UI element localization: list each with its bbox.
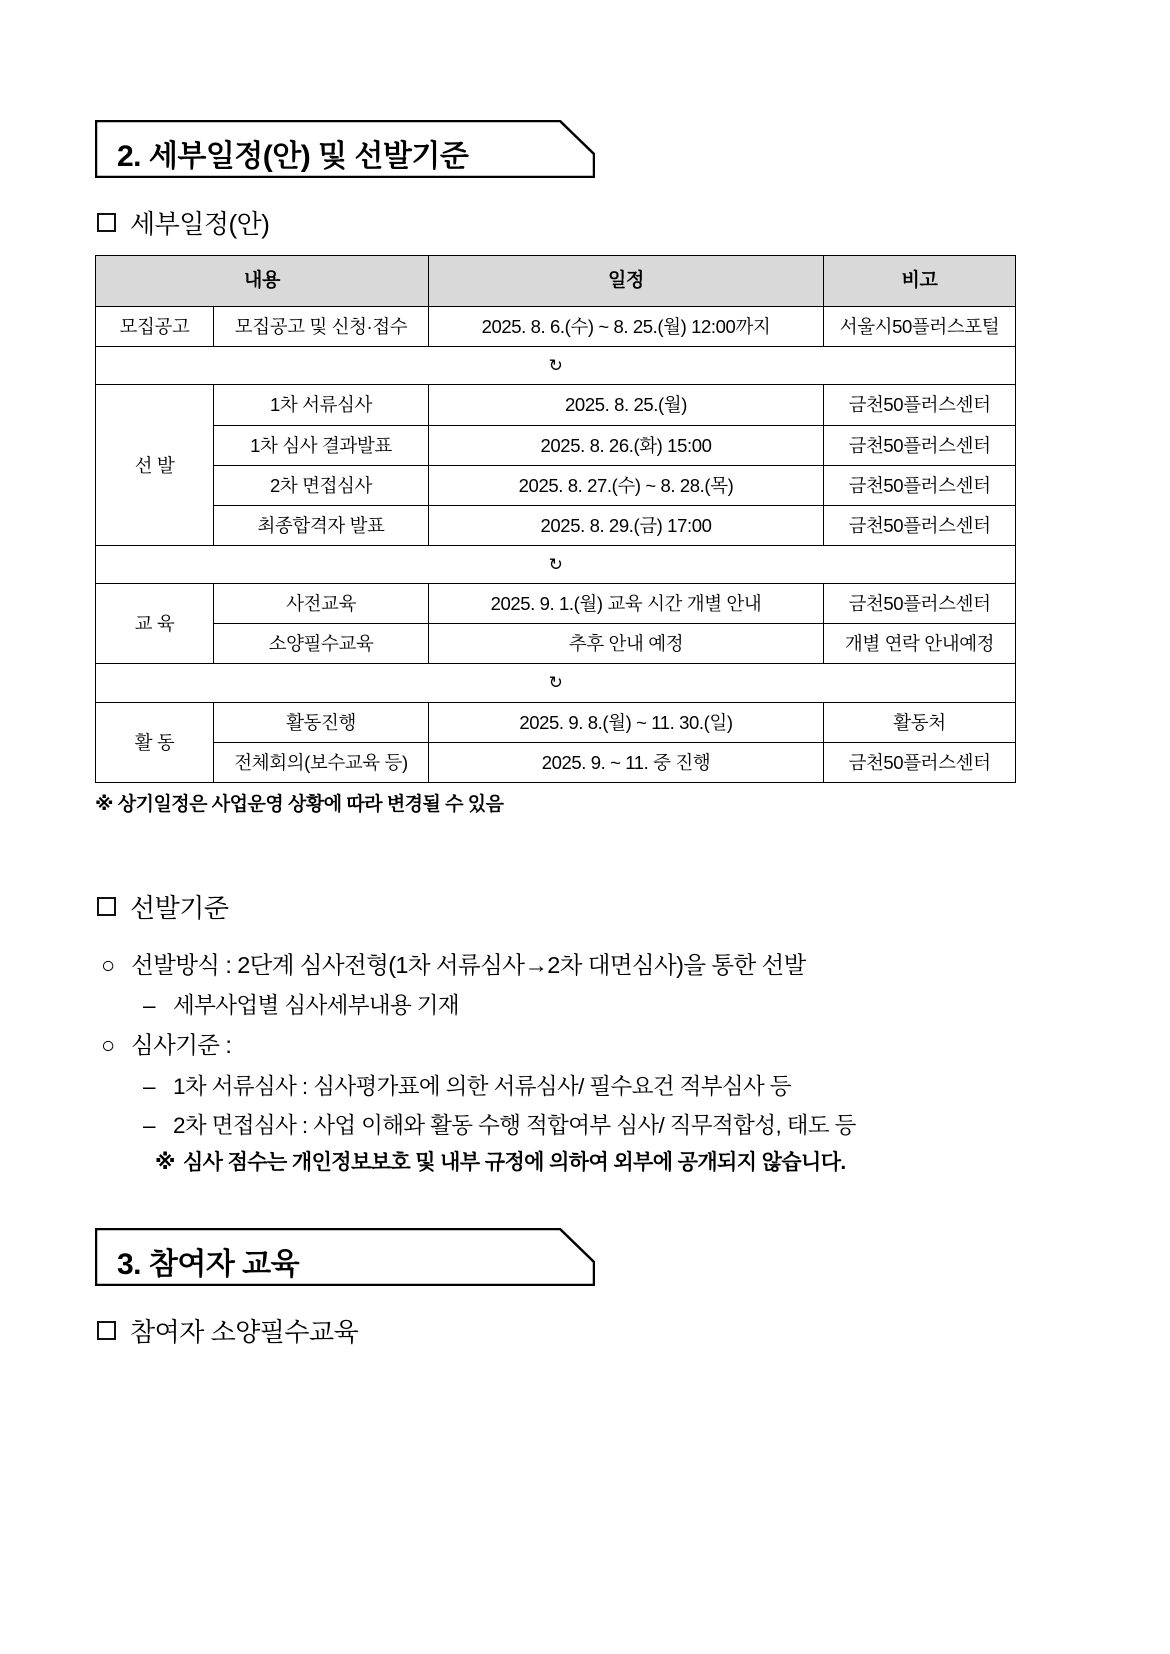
cell-date: 2025. 9. ~ 11. 중 진행 bbox=[429, 742, 824, 782]
table-row bbox=[96, 584, 1016, 624]
cell-remark: 금천50플러스센터 bbox=[824, 385, 1016, 425]
table-row bbox=[96, 505, 1016, 545]
cell-item: 사전교육 bbox=[214, 584, 429, 624]
cell-item: 1차 심사 결과발표 bbox=[214, 425, 429, 465]
cell-item: 전체회의(보수교육 등) bbox=[214, 742, 429, 782]
cell-remark: 금천50플러스센터 bbox=[824, 742, 1016, 782]
list-item bbox=[101, 1025, 1015, 1066]
cell-category: 교 육 bbox=[96, 584, 214, 664]
header-cell-schedule: 일정 bbox=[429, 256, 824, 307]
cell-remark: 금천50플러스센터 bbox=[824, 465, 1016, 505]
section-2-banner bbox=[95, 120, 595, 178]
cell-category: 활 동 bbox=[96, 702, 214, 782]
dash-bullet-icon: – bbox=[143, 1073, 155, 1099]
section-3-title: 3. 참여자 교육 bbox=[117, 1248, 300, 1281]
reference-mark-icon: ※ bbox=[155, 1151, 175, 1175]
section-2-title: 2. 세부일정(안) 및 선발기준 bbox=[117, 140, 469, 173]
cell-remark: 개별 연락 안내예정 bbox=[824, 624, 1016, 664]
table-row bbox=[96, 425, 1016, 465]
table-header-row bbox=[96, 256, 1016, 307]
schedule-table bbox=[95, 255, 1016, 783]
table-row bbox=[96, 624, 1016, 664]
cell-date: 2025. 8. 25.(월) bbox=[429, 385, 824, 425]
table-footnote: ※ 상기일정은 사업운영 상황에 따라 변경될 수 있음 bbox=[95, 793, 504, 815]
list-item bbox=[155, 1145, 1015, 1182]
list-item-text: 선발방식 : 2단계 심사전형(1차 서류심사→2차 대면심사)을 통한 선발 bbox=[131, 951, 806, 978]
dash-bullet-icon: – bbox=[143, 993, 155, 1018]
cell-date: 2025. 8. 27.(수) ~ 8. 28.(목) bbox=[429, 465, 824, 505]
subheading-schedule bbox=[97, 204, 1015, 241]
section-3-banner bbox=[95, 1228, 595, 1286]
list-item bbox=[143, 986, 1015, 1025]
cell-date: 추후 안내 예정 bbox=[429, 624, 824, 664]
table-row bbox=[96, 385, 1016, 425]
cell-item: 소양필수교육 bbox=[214, 624, 429, 664]
header-cell-remark: 비고 bbox=[824, 256, 1016, 307]
list-item-text: 심사기준 : bbox=[131, 1032, 232, 1059]
table-row bbox=[96, 742, 1016, 782]
circle-bullet-icon: ○ bbox=[101, 951, 115, 978]
cell-category: 선 발 bbox=[96, 385, 214, 546]
table-row bbox=[96, 702, 1016, 742]
table-row bbox=[96, 307, 1016, 347]
down-arrow-icon: ↻ bbox=[96, 545, 1016, 583]
cell-item: 최종합격자 발표 bbox=[214, 505, 429, 545]
circle-bullet-icon: ○ bbox=[101, 1032, 115, 1059]
table-arrow-row bbox=[96, 347, 1016, 385]
cell-date: 2025. 8. 29.(금) 17:00 bbox=[429, 505, 824, 545]
cell-remark: 금천50플러스센터 bbox=[824, 425, 1016, 465]
subheading-criteria-label: 선발기준 bbox=[130, 892, 229, 923]
list-item bbox=[143, 1067, 1015, 1106]
cell-remark: 활동처 bbox=[824, 702, 1016, 742]
down-arrow-icon: ↻ bbox=[96, 664, 1016, 702]
subheading-participant-education-label: 참여자 소양필수교육 bbox=[130, 1317, 359, 1347]
list-item-text: 2차 면접심사 : 사업 이해와 활동 수행 적합여부 심사/ 직무적합성, 태도 등 bbox=[173, 1112, 856, 1138]
cell-category: 모집공고 bbox=[96, 307, 214, 347]
cell-date: 2025. 9. 8.(월) ~ 11. 30.(일) bbox=[429, 702, 824, 742]
square-bullet-icon bbox=[97, 1321, 116, 1340]
table-arrow-row bbox=[96, 545, 1016, 583]
down-arrow-icon: ↻ bbox=[96, 347, 1016, 385]
header-cell-content: 내용 bbox=[96, 256, 429, 307]
dash-bullet-icon: – bbox=[143, 1112, 155, 1138]
cell-date: 2025. 8. 26.(화) 15:00 bbox=[429, 425, 824, 465]
criteria-list bbox=[95, 945, 1015, 1182]
cell-date: 2025. 8. 6.(수) ~ 8. 25.(월) 12:00까지 bbox=[429, 307, 824, 347]
square-bullet-icon bbox=[97, 897, 116, 916]
cell-item: 활동진행 bbox=[214, 702, 429, 742]
cell-remark: 금천50플러스센터 bbox=[824, 584, 1016, 624]
cell-item: 모집공고 및 신청·접수 bbox=[214, 307, 429, 347]
cell-item: 2차 면접심사 bbox=[214, 465, 429, 505]
cell-date: 2025. 9. 1.(월) 교육 시간 개별 안내 bbox=[429, 584, 824, 624]
table-arrow-row bbox=[96, 664, 1016, 702]
list-item bbox=[143, 1106, 1015, 1145]
document-content bbox=[95, 120, 1015, 1363]
subheading-schedule-label: 세부일정(안) bbox=[130, 209, 270, 239]
list-item-text: 1차 서류심사 : 심사평가표에 의한 서류심사/ 필수요건 적부심사 등 bbox=[173, 1073, 791, 1099]
subheading-participant-education bbox=[97, 1312, 1015, 1349]
list-item-text: 세부사업별 심사세부내용 기재 bbox=[173, 993, 460, 1018]
cell-item: 1차 서류심사 bbox=[214, 385, 429, 425]
subheading-criteria bbox=[97, 888, 1015, 925]
cell-remark: 서울시50플러스포털 bbox=[824, 307, 1016, 347]
square-bullet-icon bbox=[97, 213, 116, 232]
list-item-text: 심사 점수는 개인정보보호 및 내부 규정에 의하여 외부에 공개되지 않습니다. bbox=[183, 1151, 846, 1175]
list-item bbox=[101, 945, 1015, 986]
table-row bbox=[96, 465, 1016, 505]
cell-remark: 금천50플러스센터 bbox=[824, 505, 1016, 545]
